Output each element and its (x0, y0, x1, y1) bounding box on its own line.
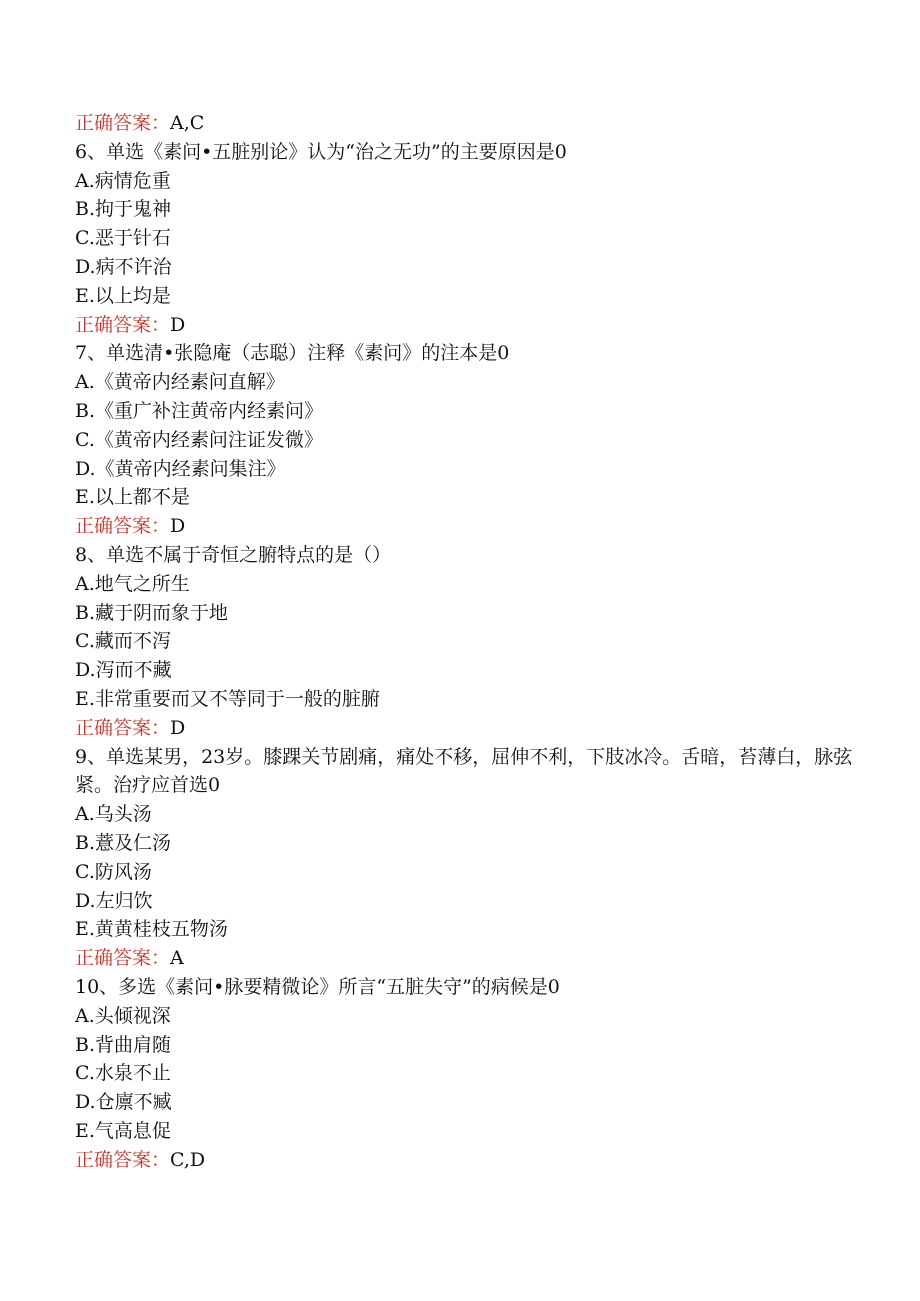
question-option: E.非常重要而又不等同于一般的脏腑 (75, 687, 380, 710)
question-option: D.左归饮 (75, 889, 153, 912)
question-option: C.防风汤 (75, 860, 152, 883)
question-option: D.仓廪不臧 (75, 1091, 172, 1114)
answer-value: C,D (170, 1148, 206, 1171)
question-option: C.《黄帝内经素问注证发微》 (75, 428, 323, 451)
answer-line (75, 512, 875, 541)
answer-line (75, 944, 875, 973)
question-option: C.恶于针石 (75, 227, 171, 250)
answer-line (75, 1146, 875, 1175)
question-option: A.病情危重 (75, 169, 171, 192)
answer-value: D (170, 716, 186, 739)
question-option: D.《黄帝内经素问集注》 (75, 457, 286, 480)
answer-value: D (170, 515, 186, 538)
question-option: C.水泉不止 (75, 1062, 171, 1085)
question-option: E.气高息促 (75, 1119, 171, 1142)
document-page (75, 109, 875, 1174)
question-option: D.泻而不藏 (75, 659, 172, 682)
answer-value: A,C (170, 112, 205, 134)
question-option: A.《黄帝内经素问直解》 (75, 371, 285, 394)
answer-value: D (170, 313, 186, 336)
question-option: E.以上都不是 (75, 486, 190, 509)
answer-label: 正确答案： (75, 313, 171, 336)
question-option: D.病不许治 (75, 255, 172, 278)
question-option: B.《重广补注黄帝内经素问》 (75, 399, 324, 422)
question-option: A.头倾视深 (75, 1004, 171, 1027)
answer-label: 正确答案： (75, 947, 171, 970)
answer-label: 正确答案： (75, 716, 171, 739)
question-stem: 10、多选《素问•脉要精微论》所言“五脏失守”的病候是0 (75, 975, 560, 998)
answer-label: 正确答案： (75, 112, 171, 134)
question-option: E.以上均是 (75, 284, 171, 307)
question-stem: 8、单选不属于奇恒之腑特点的是（） (75, 543, 392, 566)
answer-label: 正确答案： (75, 1148, 171, 1171)
answer-line (75, 714, 875, 743)
question-stem: 9、单选某男，23岁。膝踝关节剧痛，痛处不移，屈伸不利，下肢冰冷。舌暗，苔薄白，脉弦紧。治疗应首选0 (75, 745, 853, 797)
question-option: B.薏及仁汤 (75, 831, 172, 854)
question-option: E.黄黄桂枝五物汤 (75, 918, 228, 941)
question-stem: 7、单选清•张隐庵（志聪）注释《素问》的注本是0 (75, 342, 510, 365)
question-option: A.乌头汤 (75, 803, 152, 826)
question-option: A.地气之所生 (75, 572, 190, 595)
answer-line (75, 109, 875, 138)
answer-label: 正确答案： (75, 515, 171, 538)
question-option: B.背曲肩随 (75, 1033, 172, 1056)
question-option: B.藏于阴而象于地 (75, 601, 229, 624)
question-stem: 6、单选《素问•五脏别论》认为“治之无功”的主要原因是0 (75, 140, 567, 163)
question-option: B.拘于鬼神 (75, 198, 172, 221)
answer-line (75, 311, 875, 340)
question-option: C.藏而不泻 (75, 630, 171, 653)
answer-value: A (170, 947, 184, 970)
